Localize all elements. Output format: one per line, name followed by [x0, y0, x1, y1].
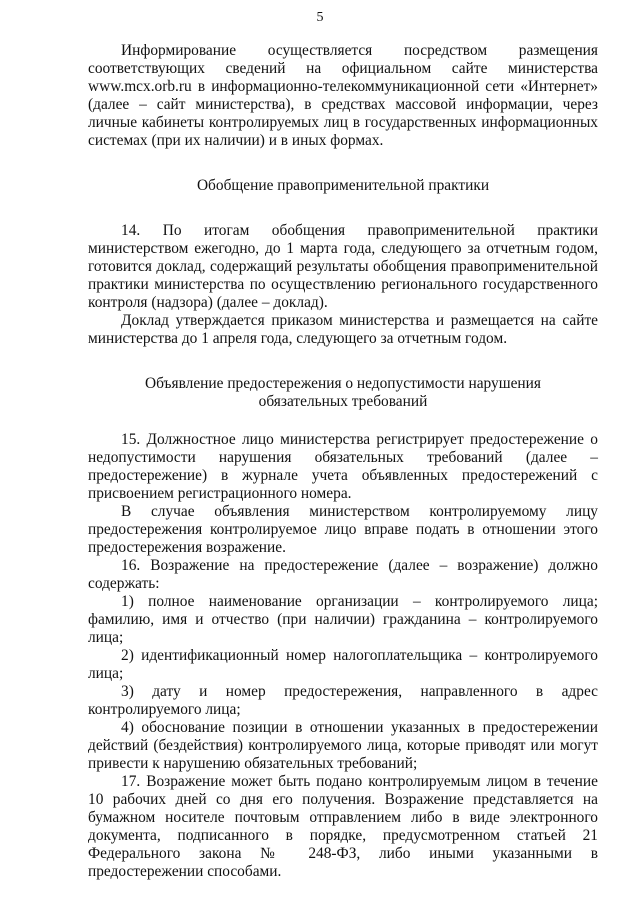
- paragraph-objection-right: В случае объявления министерством контролируемому лицу предостережения контролируемое лицо вправе подать в отношении этого предостережения возражение.: [88, 503, 598, 556]
- paragraph-informing: Информирование осуществляется посредством размещения соответствующих сведений на официальном сайте министерства www.mcx.orb.ru в информационно-телекоммуникационной сети «Интернет» (далее – сайт министерства), в средствах массовой информации, через личные кабинеты контролируемых лиц в государственных информационных системах (при их наличии) и в иных формах.: [88, 42, 598, 149]
- list-item-2: 2) идентификационный номер налогоплательщика – контролируемого лица;: [88, 647, 598, 682]
- paragraph-14: 14. По итогам обобщения правоприменительной практики министерством ежегодно, до 1 марта года, следующего за отчетным годом, готовится доклад, содержащий результаты обобщения правоприменительной практики министерства по осуществлению регионального государственного контроля (надзора) (далее – доклад).: [88, 222, 598, 311]
- page-number: 5: [316, 10, 324, 25]
- section-heading-warning-line1: Объявление предостережения о недопустимости нарушения: [145, 375, 541, 392]
- document-body: [88, 42, 598, 881]
- paragraph-16: 16. Возражение на предостережение (далее – возражение) должно содержать:: [88, 557, 598, 592]
- list-item-1: 1) полное наименование организации – контролируемого лица; фамилию, имя и отчество (при наличии) гражданина – контролируемого лица;: [88, 593, 598, 646]
- list-item-4: 4) обоснование позиции в отношении указанных в предостережении действий (бездействия) контролируемого лица, которые приводят или могут привести к нарушению обязательных требований;: [88, 719, 598, 772]
- section-heading-practice: Обобщение правоприменительной практики: [196, 177, 490, 194]
- paragraph-report-approval: Доклад утверждается приказом министерства и размещается на сайте министерства до 1 апреля года, следующего за отчетным годом.: [88, 312, 598, 347]
- list-item-3: 3) дату и номер предостережения, направленного в адрес контролируемого лица;: [88, 683, 598, 718]
- paragraph-15: 15. Должностное лицо министерства регистрирует предостережение о недопустимости нарушения обязательных требований (далее – предостережение) в журнале учета объявленных предостережений с присвоением регистрационного номера.: [88, 431, 598, 502]
- section-heading-warning: [88, 375, 598, 411]
- paragraph-17: 17. Возражение может быть подано контролируемым лицом в течение 10 рабочих дней со дня его получения. Возражение представляется на бумажном носителе почтовым отправлением либо в виде электронного документа, подписанного в порядке, предусмотренном статьей 21 Федерального закона № 248-ФЗ, либо иными указанными в предостережении способами.: [88, 773, 598, 880]
- section-heading-warning-line2: обязательных требований: [258, 393, 428, 410]
